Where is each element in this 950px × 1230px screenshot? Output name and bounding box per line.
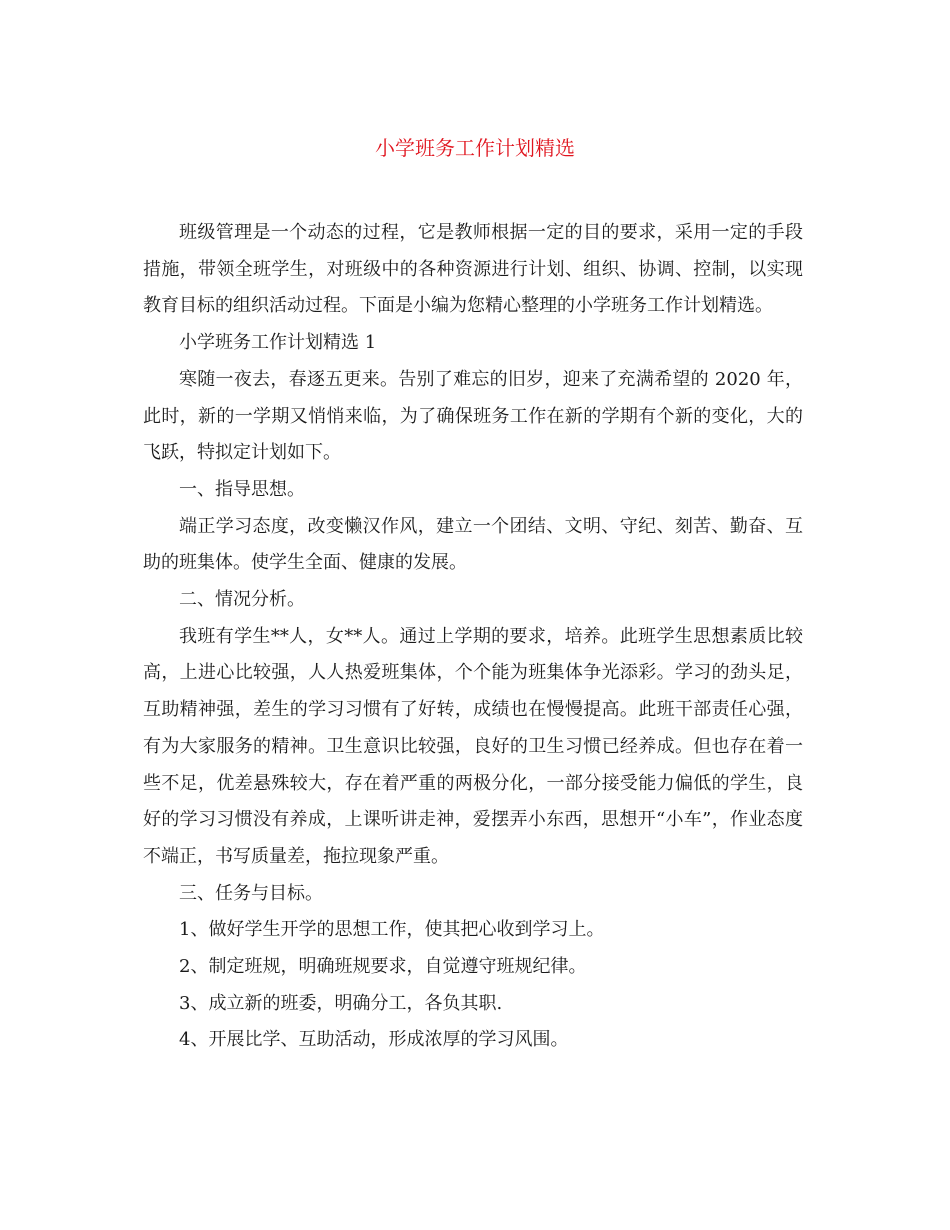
paragraph-task-3: 3、成立新的班委，明确分工，各负其职. [179,992,503,1014]
paragraph-heading-analysis: 二、情况分析。 [179,589,305,611]
paragraph-intro: 班级管理是一个动态的过程，它是教师根据一定的目的要求，采用一定的手段措施，带领全班学生，对班级中的各种资源进行计划、组织、协调、控制，以实现教育目标的组织活动过程。下面是小编为您精心整理的小学班务工作计划精选。 [143,222,803,317]
paragraph-guiding-thought: 端正学习态度，改变懒汉作风，建立一个团结、文明、守纪、刻苦、勤奋、互助的班集体。使学生全面、健康的发展。 [143,515,803,574]
document-body [143,215,803,1059]
paragraph-opening: 寒随一夜去，春逐五更来。告别了难忘的旧岁，迎来了充满希望的 2020 年，此时，新的一学期又悄悄来临，为了确保班务工作在新的学期有个新的变化，大的飞跃，特拟定计划如下。 [143,368,803,464]
document-title: 小学班务工作计划精选 [375,136,575,160]
paragraph-heading-tasks: 三、任务与目标。 [179,882,323,904]
paragraph-task-2: 2、制定班规，明确班规要求，自觉遵守班规纪律。 [179,956,587,978]
paragraph-task-1: 1、做好学生开学的思想工作，使其把心收到学习上。 [179,919,605,941]
paragraph-analysis: 我班有学生**人，女**人。通过上学期的要求，培养。此班学生思想素质比较高，上进心比较强，人人热爱班集体，个个能为班集体争光添彩。学习的劲头足，互助精神强，差生的学习习惯有了好转，成绩也在慢慢提高。此班干部责任心强，有为大家服务的精神。卫生意识比较强，良好的卫生习惯已经养成。但也存在着一些不足，优差悬殊较大，存在着严重的两极分化，一部分接受能力偏低的学生，良好的学习习惯没有养成，上课听讲走神，爱摆弄小东西，思想开“小车”，作业态度不端正，书写质量差，拖拉现象严重。 [143,625,803,867]
paragraph-section-heading: 小学班务工作计划精选 1 [179,332,377,354]
paragraph-task-4: 4、开展比学、互助活动，形成浓厚的学习风围。 [179,1029,569,1051]
paragraph-heading-guiding-thought: 一、指导思想。 [179,478,305,500]
